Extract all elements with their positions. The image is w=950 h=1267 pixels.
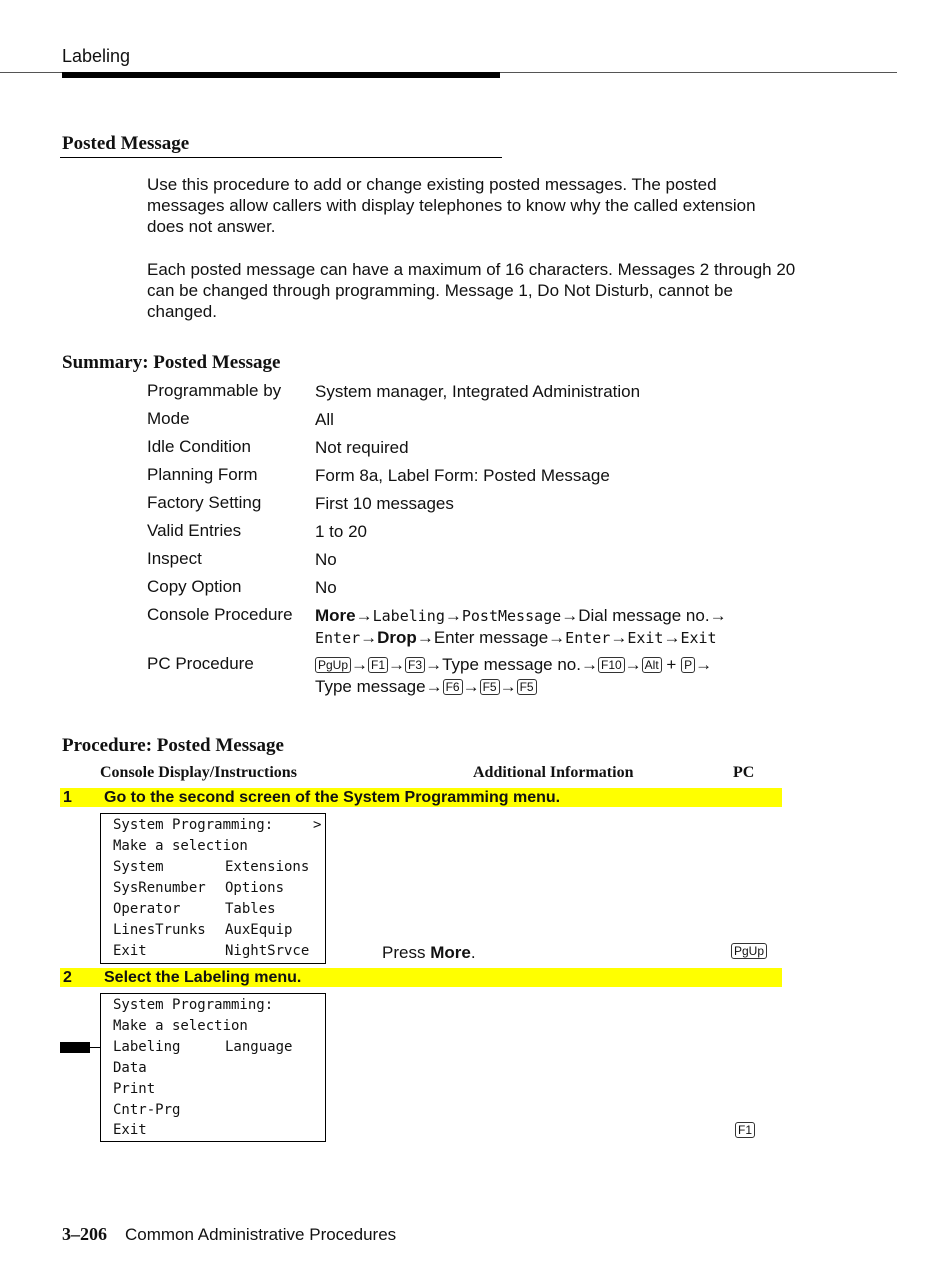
- column-header-pc: PC: [733, 764, 755, 781]
- screen-title: System Programming:: [113, 997, 274, 1013]
- pc-procedure-value: [315, 654, 815, 698]
- dial-message-text: Dial message no.: [578, 606, 710, 625]
- summary-label: Copy Option: [147, 577, 242, 596]
- summary-value: Form 8a, Label Form: Posted Message: [315, 466, 610, 485]
- step-1-additional-info: [382, 943, 476, 963]
- screen-option: NightSrvce: [225, 943, 310, 959]
- column-header-console: Console Display/Instructions: [100, 764, 297, 781]
- arrow-icon: →: [499, 677, 517, 696]
- summary-value: System manager, Integrated Administration: [315, 382, 641, 401]
- arrow-icon: →: [580, 655, 598, 674]
- f3-keycap: F3: [405, 657, 425, 673]
- selection-pointer-line: [88, 1047, 100, 1048]
- screen-option: Tables: [225, 901, 276, 917]
- period-text: .: [470, 943, 476, 962]
- more-key: More: [315, 606, 356, 625]
- summary-label: Planning Form: [147, 465, 258, 484]
- enter-key: Enter: [565, 629, 611, 647]
- header-bar: [62, 72, 500, 78]
- summary-value: No: [315, 550, 337, 569]
- screen-option: LinesTrunks: [113, 922, 206, 938]
- f10-keycap: F10: [598, 657, 625, 673]
- summary-value: Not required: [315, 438, 409, 457]
- screen-option: System: [113, 859, 164, 875]
- pgup-keycap: PgUp: [731, 943, 767, 959]
- screen-next-arrow: >: [313, 817, 322, 833]
- section-title-posted-message: Posted Message: [62, 133, 190, 154]
- limits-paragraph: Each posted message can have a maximum of 16 characters. Messages 2 through 20 can be changed through programming. Message 1, Do Not Disturb, cannot be changed.: [147, 260, 796, 321]
- step-1-instruction: Go to the second screen of the System Programming menu.: [104, 789, 561, 806]
- screen-option: Cntr-Prg: [113, 1102, 181, 1118]
- step-2-number: 2: [63, 969, 72, 986]
- screen-option: Exit: [113, 1122, 147, 1138]
- exit-key: Exit: [680, 629, 717, 647]
- type-message-text: Type message: [315, 677, 426, 696]
- arrow-icon: →: [388, 655, 406, 674]
- arrow-icon: →: [624, 655, 642, 674]
- f5-keycap: F5: [480, 679, 500, 695]
- screen-option: Exit: [113, 943, 147, 959]
- arrow-icon: →: [425, 677, 443, 696]
- summary-label: Valid Entries: [147, 521, 242, 540]
- screen-option: Operator: [113, 901, 181, 917]
- screen-option: Data: [113, 1060, 147, 1076]
- summary-value: First 10 messages: [315, 494, 454, 513]
- step-1-console-screen: [100, 813, 326, 964]
- summary-label: Inspect: [147, 549, 202, 568]
- step-2-instruction: Select the Labeling menu.: [104, 969, 302, 986]
- screen-option: AuxEquip: [225, 922, 293, 938]
- arrow-icon: →: [561, 606, 579, 625]
- column-header-info: Additional Information: [473, 764, 634, 781]
- page-number: 3–206: [62, 1224, 107, 1244]
- press-text: Press: [382, 943, 431, 962]
- arrow-icon: →: [444, 606, 462, 625]
- screen-prompt: Make a selection: [113, 1018, 248, 1034]
- arrow-icon: →: [663, 628, 681, 647]
- summary-value: All: [315, 410, 334, 429]
- step-1-pc-key: [731, 943, 767, 961]
- screen-option-labeling: Labeling: [113, 1039, 181, 1055]
- arrow-icon: →: [416, 628, 434, 647]
- arrow-icon: →: [462, 677, 480, 696]
- arrow-icon: →: [709, 606, 727, 625]
- arrow-icon: →: [425, 655, 443, 674]
- drop-key: Drop: [377, 628, 417, 647]
- screen-option: Extensions: [225, 859, 310, 875]
- pc-procedure-label: PC Procedure: [147, 654, 254, 673]
- screen-option: SysRenumber: [113, 880, 206, 896]
- procedure-title: Procedure: Posted Message: [62, 735, 284, 756]
- arrow-icon: →: [610, 628, 628, 647]
- step-2-console-screen: [100, 993, 326, 1142]
- screen-option-language: Language: [225, 1039, 293, 1055]
- arrow-icon: →: [355, 606, 373, 625]
- f5-keycap: F5: [517, 679, 537, 695]
- intro-paragraph: Use this procedure to add or change existing posted messages. The posted messages allow callers with display telephones to know why the called extension does not answer.: [147, 175, 756, 236]
- p-keycap: P: [681, 657, 695, 673]
- step-2-pc-key: [735, 1122, 755, 1140]
- f6-keycap: F6: [443, 679, 463, 695]
- enter-key: Enter: [315, 629, 361, 647]
- postmessage-key: PostMessage: [461, 607, 562, 625]
- plus-sign: +: [666, 655, 677, 674]
- alt-keycap: Alt: [642, 657, 662, 673]
- f1-keycap: F1: [368, 657, 388, 673]
- summary-label: Mode: [147, 409, 190, 428]
- enter-message-text: Enter message: [433, 628, 549, 647]
- exit-key: Exit: [627, 629, 664, 647]
- screen-prompt: Make a selection: [113, 838, 248, 854]
- summary-label: Factory Setting: [147, 493, 262, 512]
- summary-label: Idle Condition: [147, 437, 251, 456]
- step-1-number: 1: [63, 789, 72, 806]
- summary-value: 1 to 20: [315, 522, 367, 541]
- type-message-no-text: Type message no.: [442, 655, 581, 674]
- arrow-icon: →: [548, 628, 566, 647]
- screen-option: Print: [113, 1081, 156, 1097]
- selection-pointer-icon: [60, 1042, 90, 1053]
- running-header: Labeling: [62, 46, 131, 66]
- footer-title: Common Administrative Procedures: [125, 1225, 397, 1244]
- f1-keycap: F1: [735, 1122, 755, 1138]
- summary-title: Summary: Posted Message: [62, 352, 281, 373]
- screen-option: Options: [225, 880, 285, 896]
- pgup-keycap: PgUp: [315, 657, 351, 673]
- arrow-icon: →: [351, 655, 369, 674]
- console-procedure-value: [315, 605, 815, 649]
- arrow-icon: →: [695, 655, 713, 674]
- section-title-rule: [60, 157, 502, 158]
- summary-label: Programmable by: [147, 381, 282, 400]
- arrow-icon: →: [360, 628, 378, 647]
- screen-title: System Programming:: [113, 817, 274, 833]
- more-key: More: [430, 943, 471, 962]
- console-procedure-label: Console Procedure: [147, 605, 293, 624]
- summary-value: No: [315, 578, 337, 597]
- labeling-key: Labeling: [372, 607, 445, 625]
